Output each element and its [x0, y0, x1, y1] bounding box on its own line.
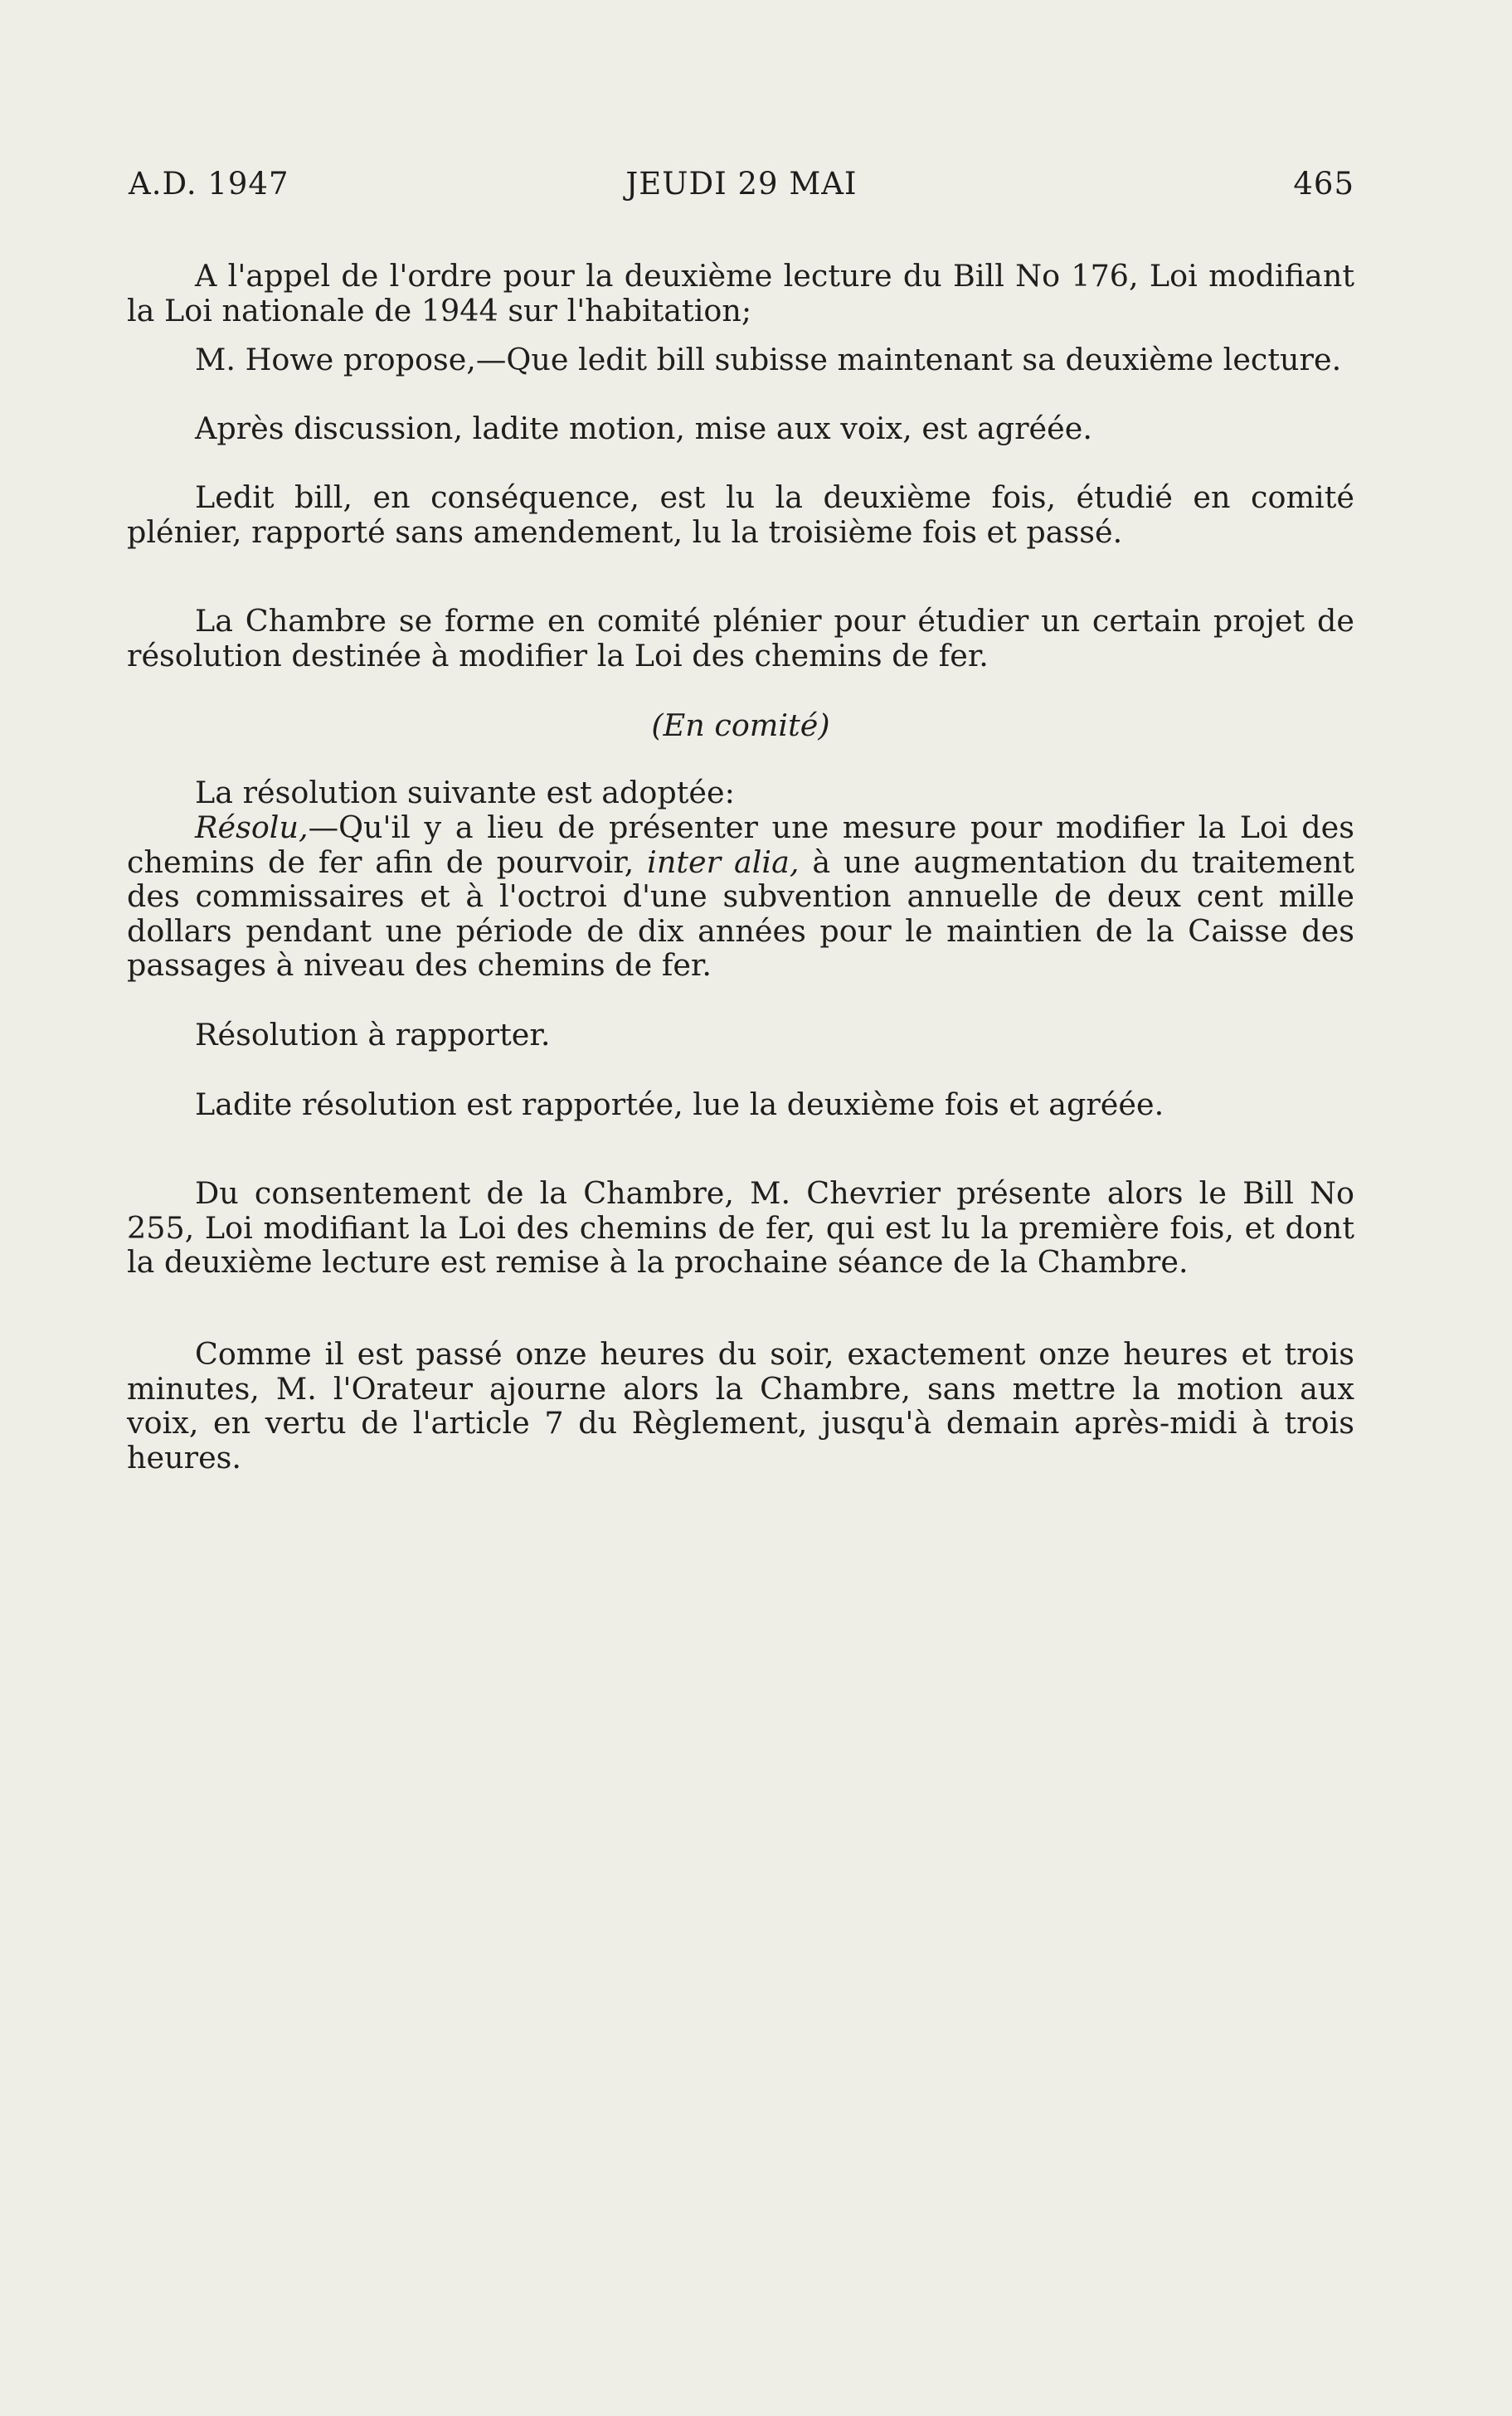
paragraph-text: Ladite résolution est rapportée, lue la deuxième fois et agréée. — [195, 1086, 1164, 1122]
resolution-label: Résolu, — [195, 809, 309, 845]
resolution-italic: inter alia, — [647, 843, 800, 880]
paragraph-text: A l'appel de l'ordre pour la deuxième lecture du Bill No 176, Loi modifiant la Loi nationale de 1944 sur l'habitation; — [127, 258, 1354, 328]
paragraph-bill-176 — [127, 259, 1354, 328]
paragraph-text: Après discussion, ladite motion, mise aux voix, est agréée. — [195, 411, 1092, 446]
paragraph-resolution-agreed — [127, 1087, 1354, 1122]
resolution-text-b: à une augmentation du traitement des commissaires et à l'octroi d'une subvention annuelle de deux cent mille dollars pendant une période de dix années pour le maintien de la Caisse des passages à niveau des chemins de fer. — [127, 843, 1354, 983]
paragraph-text: M. Howe propose,—Que ledit bill subisse maintenant sa deuxième lecture. — [195, 342, 1342, 377]
paragraph-bill-255 — [127, 1176, 1354, 1280]
paragraph-adjournment — [127, 1337, 1354, 1475]
header-day: JEUDI 29 MAI — [625, 166, 858, 202]
resolution-text-a: —Qu'il y a lieu de présenter une mesure pour modifier la Loi des chemins de fer afin de pourvoir, — [127, 809, 1354, 880]
resolution-text — [127, 810, 1354, 983]
paragraph-text: Comme il est passé onze heures du soir, exactement onze heures et trois minutes, M. l'Orateur ajourne alors la Chambre, sans mettre la motion aux voix, en vertu de l'article 7 du Règlement, jusqu'à demain après-midi à trois heures. — [127, 1336, 1354, 1475]
page-number: 465 — [1293, 166, 1354, 202]
paragraph-resolution-text — [127, 810, 1354, 983]
page-header — [129, 166, 1354, 207]
header-date: A.D. 1947 — [129, 166, 289, 202]
paragraph-text: Ledit bill, en conséquence, est lu la deuxième fois, étudié en comité plénier, rapporté sans amendement, lu la troisième fois et passé. — [127, 479, 1354, 550]
paragraph-committee-formed — [127, 604, 1354, 673]
paragraph-howe-motion — [127, 343, 1354, 377]
paragraph-bill-passed — [127, 480, 1354, 549]
paragraph-resolution-adopted — [127, 775, 1354, 810]
paragraph-text: La résolution suivante est adoptée: — [195, 775, 735, 810]
paragraph-resolution-report — [127, 1018, 1354, 1052]
paragraph-text: Du consentement de la Chambre, M. Chevrier présente alors le Bill No 255, Loi modifiant la Loi des chemins de fer, qui est lu la première fois, et dont la deuxième lecture est remise à la prochaine séance de la Chambre. — [127, 1175, 1354, 1280]
committee-heading: (En comité) — [651, 707, 830, 743]
paragraph-discussion — [127, 411, 1354, 446]
paragraph-text: La Chambre se forme en comité plénier pour étudier un certain projet de résolution destinée à modifier la Loi des chemins de fer. — [127, 603, 1354, 673]
paragraph-text: Résolution à rapporter. — [195, 1017, 551, 1052]
